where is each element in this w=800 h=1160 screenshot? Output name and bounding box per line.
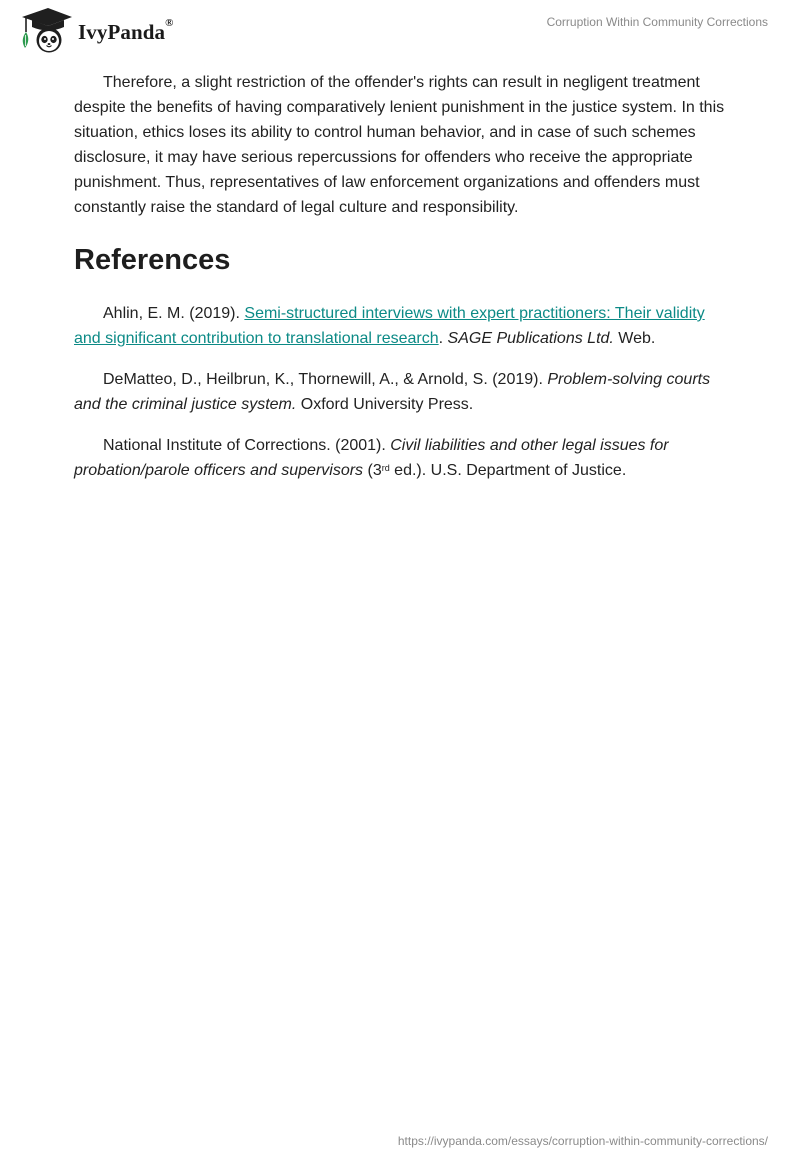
references-heading: References <box>74 244 231 276</box>
reference-tail: Web. <box>613 330 656 347</box>
reference-entry <box>74 301 734 351</box>
reference-authors: Ahlin, E. M. (2019). <box>103 305 245 322</box>
registered-mark: ® <box>165 16 174 29</box>
reference-authors: DeMatteo, D., Heilbrun, K., Thornewill, A., & Arnold, S. (2019). <box>103 371 548 388</box>
reference-title: Civil liabilities and other legal issues for probation/parole officers and supervisors <box>74 437 669 479</box>
panda-graduation-logo-icon <box>14 6 74 54</box>
brand-name: IvyPanda® <box>78 16 174 44</box>
reference-entry <box>74 367 734 417</box>
footer-url: https://ivypanda.com/essays/corruption-within-community-corrections/ <box>397 1134 768 1148</box>
reference-tail: ed.). U.S. Department of Justice. <box>389 462 627 479</box>
body-paragraph: Therefore, a slight restriction of the offender's rights can result in negligent treatment despite the benefits of having comparatively lenient punishment in the justice system. In this situation, ethics loses its ability to control human behavior, and in case of such schemes disclosure, it may have serious repercussions for offenders who receive the appropriate punishment. Thus, representatives of law enforcement organizations and offenders must constantly raise the standard of legal culture and responsibility. <box>74 74 725 216</box>
running-title: Corruption Within Community Corrections <box>546 15 768 29</box>
reference-edition-superscript: rd <box>381 463 390 473</box>
reference-edition: (3 <box>363 462 382 479</box>
reference-publisher: SAGE Publications Ltd. <box>447 330 614 347</box>
reference-link[interactable]: Semi-structured interviews with expert practitioners: Their validity and significant contribution to translational research <box>74 305 705 347</box>
page-header <box>0 0 800 64</box>
reference-authors: National Institute of Corrections. (2001). <box>103 437 391 454</box>
reference-punctuation: . <box>438 330 448 347</box>
reference-tail: Oxford University Press. <box>296 396 474 413</box>
reference-entry <box>74 433 734 483</box>
reference-title: Problem-solving courts and the criminal justice system. <box>74 371 711 413</box>
document-body <box>74 70 734 499</box>
brand-logo[interactable] <box>14 6 174 54</box>
